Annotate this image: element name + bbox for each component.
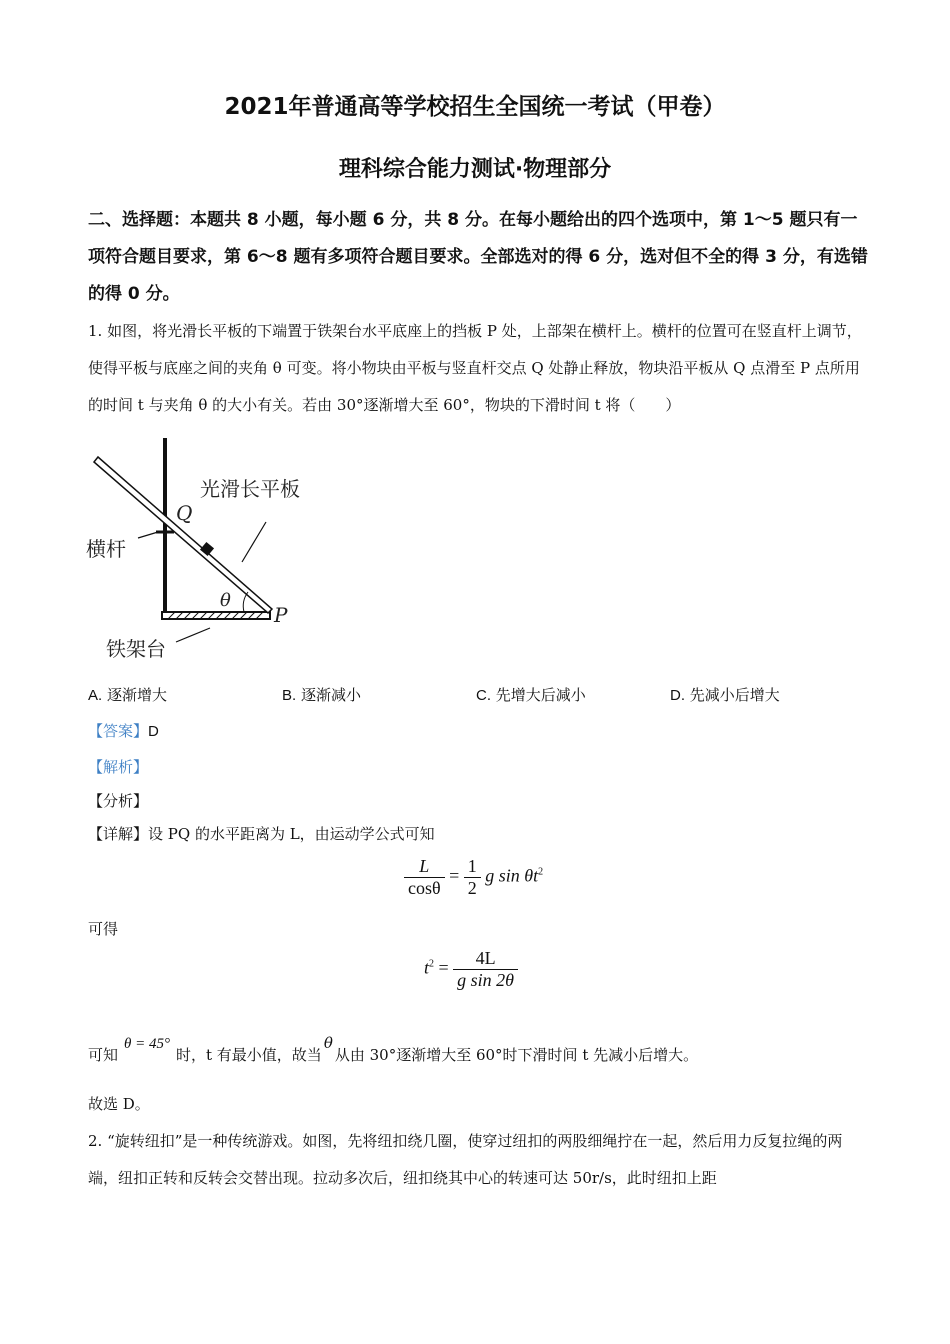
option-c bbox=[476, 684, 586, 705]
question-1-text: 1. 如图，将光滑长平板的下端置于铁架台水平底座上的挡板 P 处，上部架在横杆上。横杆的位置可在竖直杆上调节，使得平板与底座之间的夹角 θ 可变。将小物块由平板与竖直杆交点 Q 处静止释放，物块沿平板从 Q 点滑至 P 点所用的时间 t 与夹角 θ 的大小有关。若由 30°逐渐增大至 60°，物块的下滑时间 t 将（ ） bbox=[88, 322, 862, 414]
section-heading: 二、选择题：本题共 8 小题，每小题 6 分，共 8 分。在每小题给出的四个选项中，第 1～5 题只有一项符合题目要求，第 6～8 题有多项符合题目要求。全部选对的得 6 分，选对但不全的得 3 分，有选错的得 0 分。 bbox=[88, 210, 868, 304]
fenxi-tag: 【分析】 bbox=[88, 792, 149, 810]
detail-tag: 【详解】 bbox=[88, 825, 149, 843]
kede-text: 可得 bbox=[88, 920, 119, 938]
option-text: 先增大后减小 bbox=[495, 686, 586, 704]
label-bar: 横杆 bbox=[86, 537, 126, 561]
option-a bbox=[88, 684, 167, 705]
option-letter: B. bbox=[282, 687, 297, 704]
option-text: 逐渐减小 bbox=[300, 686, 361, 704]
detail-line bbox=[88, 823, 435, 844]
page-title: 2021年普通高等学校招生全国统一考试（甲卷） bbox=[224, 94, 726, 120]
option-letter: A. bbox=[88, 687, 103, 704]
label-stand: 铁架台 bbox=[106, 637, 166, 661]
option-text: 先减小后增大 bbox=[689, 686, 780, 704]
page-subtitle: 理科综合能力测试·物理部分 bbox=[338, 157, 612, 182]
option-d bbox=[670, 684, 780, 705]
label-p: P bbox=[274, 603, 288, 627]
question-2-text: 2. “旋转纽扣”是一种传统游戏。如图，先将纽扣绕几圈，使穿过纽扣的两股细绳拧在一起，然后用力反复拉绳的两端，纽扣正转和反转会交替出现。拉动多次后，纽扣绕其中心的转速可达 50r/s，此时纽扣上距 bbox=[88, 1132, 843, 1187]
formula-2: $t^2$ = $\frac{4L}{\text{g sin 2θ}}$ bbox=[424, 948, 518, 991]
option-letter: C. bbox=[476, 687, 491, 704]
label-theta: θ bbox=[220, 590, 231, 611]
label-q: Q bbox=[176, 501, 193, 525]
answer-value: D bbox=[148, 723, 159, 740]
conclusion-line: 可知θ = 45°时，t 有最小值，故当θ从由 30°逐渐增大至 60°时下滑时间 t 先减小后增大。 bbox=[88, 1034, 699, 1064]
option-text: 逐渐增大 bbox=[106, 686, 167, 704]
incline-figure bbox=[80, 432, 340, 672]
answer-tag: 【答案】 bbox=[88, 722, 149, 740]
choose-text: 故选 D。 bbox=[88, 1095, 150, 1113]
formula-1: $\frac{L}{\cos\theta}$ = $\frac{1}{2}$ g $\sin \theta t^2$ bbox=[404, 856, 543, 899]
label-plate: 光滑长平板 bbox=[200, 477, 300, 501]
detail-text: 设 PQ 的水平距离为 L，由运动学公式可知 bbox=[148, 825, 435, 843]
answer-line bbox=[88, 720, 159, 741]
option-letter: D. bbox=[670, 687, 685, 704]
analysis-tag: 【解析】 bbox=[88, 758, 149, 776]
option-b bbox=[282, 684, 361, 705]
